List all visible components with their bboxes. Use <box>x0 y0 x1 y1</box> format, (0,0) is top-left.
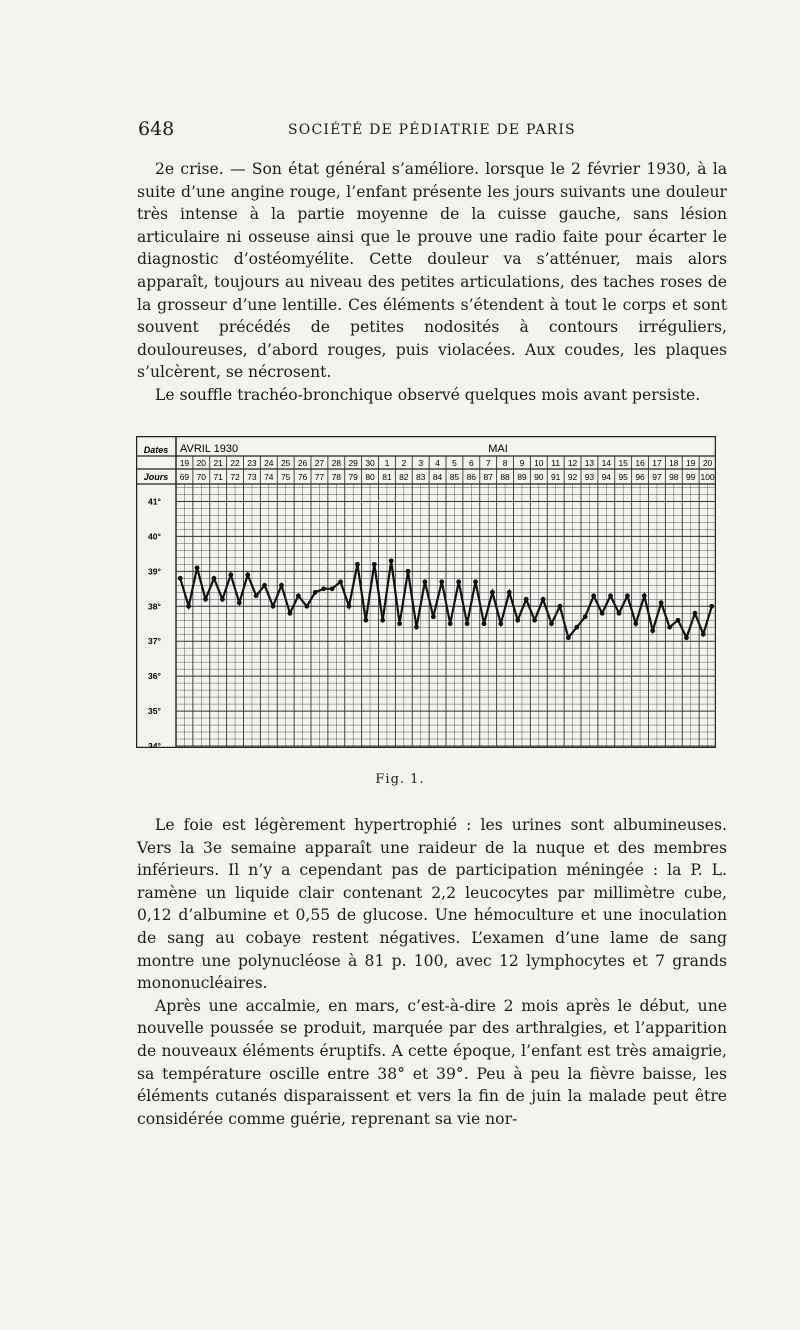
temperature-point <box>397 621 402 626</box>
y-tick-label: 41° <box>148 496 161 507</box>
figure-caption: Fig. 1. <box>375 772 425 787</box>
temperature-point <box>439 579 444 584</box>
date-label: 2 <box>401 458 407 468</box>
date-label: 30 <box>365 458 375 468</box>
temperature-point <box>650 628 655 633</box>
temperature-point <box>423 579 428 584</box>
y-tick-label: 39° <box>148 566 161 577</box>
month-label-april: AVRIL 1930 <box>180 443 239 455</box>
date-label: 14 <box>601 458 612 468</box>
temperature-point <box>482 621 487 626</box>
jours-label: 77 <box>314 472 325 482</box>
jours-label: 71 <box>213 472 223 482</box>
date-label: 28 <box>331 458 342 468</box>
jours-label: 69 <box>179 472 190 482</box>
jours-label: 91 <box>550 472 561 482</box>
jours-label: 79 <box>348 472 358 482</box>
temperature-point <box>380 618 385 623</box>
date-label: 25 <box>280 458 291 468</box>
temperature-point <box>228 572 233 577</box>
date-label: 8 <box>502 458 508 468</box>
temperature-point <box>195 565 200 570</box>
running-head: SOCIÉTÉ DE PÉDIATRIE DE PARIS <box>288 122 576 138</box>
chart-svg <box>136 436 716 748</box>
temperature-point <box>558 604 563 609</box>
jours-label: 76 <box>297 472 308 482</box>
temperature-point <box>524 597 529 602</box>
date-label: 11 <box>551 458 561 468</box>
jours-label: 75 <box>280 472 291 482</box>
jours-label: 88 <box>500 472 510 482</box>
y-tick-label: 36° <box>148 671 161 682</box>
temperature-point <box>203 597 208 602</box>
jours-label: 74 <box>264 472 274 482</box>
date-label: 4 <box>435 458 440 468</box>
temperature-point <box>448 621 453 626</box>
y-tick-label: 38° <box>148 601 161 612</box>
jours-label: 85 <box>449 472 460 482</box>
jours-label: 84 <box>432 472 443 482</box>
jours-label: 100 <box>700 472 715 482</box>
temperature-point <box>279 583 284 588</box>
temperature-point <box>693 611 698 616</box>
temperature-point <box>701 632 706 637</box>
jours-label: 80 <box>365 472 375 482</box>
temperature-point <box>642 593 647 598</box>
temperature-point <box>271 604 276 609</box>
temperature-point <box>212 576 217 581</box>
date-label: 7 <box>485 458 491 468</box>
date-label: 5 <box>452 458 457 468</box>
temperature-point <box>684 635 689 640</box>
temperature-point <box>490 590 495 595</box>
jours-label: 81 <box>382 472 392 482</box>
temperature-point <box>355 562 360 567</box>
jours-label: 86 <box>466 472 477 482</box>
date-label: 16 <box>635 458 645 468</box>
date-label: 6 <box>468 458 474 468</box>
text-block-top <box>137 158 727 407</box>
temperature-point <box>659 600 664 605</box>
temperature-point <box>667 625 672 630</box>
temperature-point <box>406 569 411 574</box>
temperature-point <box>473 579 478 584</box>
jours-label: 70 <box>196 472 207 482</box>
temperature-point <box>515 618 520 623</box>
temperature-point <box>330 586 335 591</box>
temperature-point <box>237 600 242 605</box>
temperature-point <box>456 579 461 584</box>
temperature-point <box>591 593 596 598</box>
y-tick-label: 34° <box>148 741 161 748</box>
jours-label: 92 <box>567 472 578 482</box>
jours-label: 82 <box>399 472 409 482</box>
temperature-point <box>372 562 377 567</box>
jours-label: 90 <box>534 472 544 482</box>
y-tick-label: 35° <box>148 706 161 717</box>
temperature-point <box>296 593 301 598</box>
temperature-point <box>617 611 622 616</box>
jours-label: 94 <box>601 472 612 482</box>
temperature-point <box>709 604 714 609</box>
row-label-jours: Jours <box>143 472 169 482</box>
temperature-point <box>608 593 613 598</box>
jours-label: 96 <box>635 472 645 482</box>
temperature-point <box>465 621 470 626</box>
date-label: 19 <box>685 458 696 468</box>
date-label: 10 <box>534 458 544 468</box>
jours-label: 95 <box>618 472 628 482</box>
jours-label: 97 <box>652 472 662 482</box>
paragraph: Le souffle trachéo-bronchique observé quelques mois avant persiste. <box>155 385 701 404</box>
date-label: 12 <box>567 458 578 468</box>
temperature-point <box>414 625 419 630</box>
temperature-point <box>431 614 436 619</box>
date-label: 1 <box>384 458 390 468</box>
y-tick-label: 37° <box>148 636 161 647</box>
temperature-point <box>389 558 394 563</box>
page-number: 648 <box>138 118 175 140</box>
temperature-chart <box>136 436 716 748</box>
jours-label: 87 <box>483 472 493 482</box>
temperature-point <box>498 621 503 626</box>
jours-label: 78 <box>331 472 342 482</box>
temperature-point <box>600 611 605 616</box>
row-label-dates: Dates <box>143 445 169 455</box>
temperature-point <box>178 576 183 581</box>
temperature-point <box>363 618 368 623</box>
date-label: 19 <box>179 458 190 468</box>
temperature-point <box>625 593 630 598</box>
date-label: 21 <box>213 458 223 468</box>
page-header <box>138 118 726 146</box>
date-label: 27 <box>314 458 325 468</box>
temperature-point <box>347 604 352 609</box>
temperature-point <box>321 586 326 591</box>
temperature-point <box>338 579 343 584</box>
date-label: 20 <box>196 458 207 468</box>
jours-label: 73 <box>247 472 257 482</box>
jours-label: 98 <box>669 472 679 482</box>
date-label: 29 <box>348 458 358 468</box>
temperature-point <box>245 572 250 577</box>
date-label: 20 <box>702 458 713 468</box>
temperature-point <box>541 597 546 602</box>
date-label: 24 <box>264 458 274 468</box>
temperature-point <box>220 597 225 602</box>
date-label: 13 <box>584 458 595 468</box>
temperature-point <box>583 614 588 619</box>
y-tick-label: 40° <box>148 531 161 542</box>
jours-label: 89 <box>517 472 527 482</box>
jours-label: 99 <box>685 472 696 482</box>
temperature-point <box>507 590 512 595</box>
temperature-point <box>676 618 681 623</box>
temperature-point <box>633 621 638 626</box>
paragraph: Après une accalmie, en mars, c’est-à-dire 2 mois après le début, une nouvelle poussée se produit, marquée par des arthralgies, et l’apparition de nouveaux éléments éruptifs. A cette époque, l’enfant est très amaigrie, sa température oscille entre 38° et 39°. Peu à peu la fièvre baisse, les éléments cutanés disparaissent et vers la fin de juin la malade peut être considérée comme guérie, reprenant sa vie nor- <box>137 996 727 1128</box>
temperature-point <box>566 635 571 640</box>
temperature-point <box>288 611 293 616</box>
temperature-point <box>304 604 309 609</box>
date-label: 22 <box>230 458 240 468</box>
date-label: 3 <box>418 458 424 468</box>
paragraph: Le foie est légèrement hypertrophié : les urines sont albumineuses. Vers la 3e semaine apparaît une raideur de la nuque et des membres inférieurs. Il n’y a cependant pas de participation méningée : la P. L. ramène un liquide clair contenant 2,2 leucocytes par millimètre cube, 0,12 d’albumine et 0,55 de glucose. Une hémoculture et une inoculation de sang au cobaye restent négatives. L’examen d’une lame de sang montre une polynucléose à 81 p. 100, avec 12 lymphocytes et 7 grands mononucléaires. <box>137 816 727 993</box>
chart-frame <box>137 437 716 748</box>
text-block-bottom <box>137 814 727 1130</box>
month-label-may: MAI <box>488 443 508 455</box>
date-label: 15 <box>618 458 628 468</box>
jours-label: 72 <box>230 472 240 482</box>
temperature-point <box>574 625 579 630</box>
temperature-point <box>254 593 259 598</box>
date-label: 18 <box>669 458 679 468</box>
temperature-point <box>532 618 537 623</box>
date-label: 9 <box>519 458 525 468</box>
paragraph: 2e crise. — Son état général s’améliore. lorsque le 2 février 1930, à la suite d’une angine rouge, l’enfant présente les jours suivants une douleur très intense à la partie moyenne de la cuisse gauche, sans lésion articulaire ni osseuse ainsi que le prouve une radio faite pour écarter le diagnostic d’ostéomyélite. Cette douleur va s’atténuer, mais alors apparaît, toujours au niveau des petites articulations, des taches roses de la grosseur d’une lentille. Ces éléments s’étendent à tout le corps et sont souvent précédés de petites nodosités à contours irréguliers, douloureuses, d’abord rouges, puis violacées. Aux coudes, les plaques s’ulcèrent, se nécrosent. <box>137 160 727 382</box>
date-label: 23 <box>247 458 257 468</box>
date-label: 26 <box>297 458 308 468</box>
temperature-point <box>549 621 554 626</box>
jours-label: 83 <box>415 472 426 482</box>
temperature-point <box>186 604 191 609</box>
temperature-point <box>262 583 267 588</box>
temperature-point <box>313 590 318 595</box>
jours-label: 93 <box>584 472 595 482</box>
date-label: 17 <box>652 458 662 468</box>
